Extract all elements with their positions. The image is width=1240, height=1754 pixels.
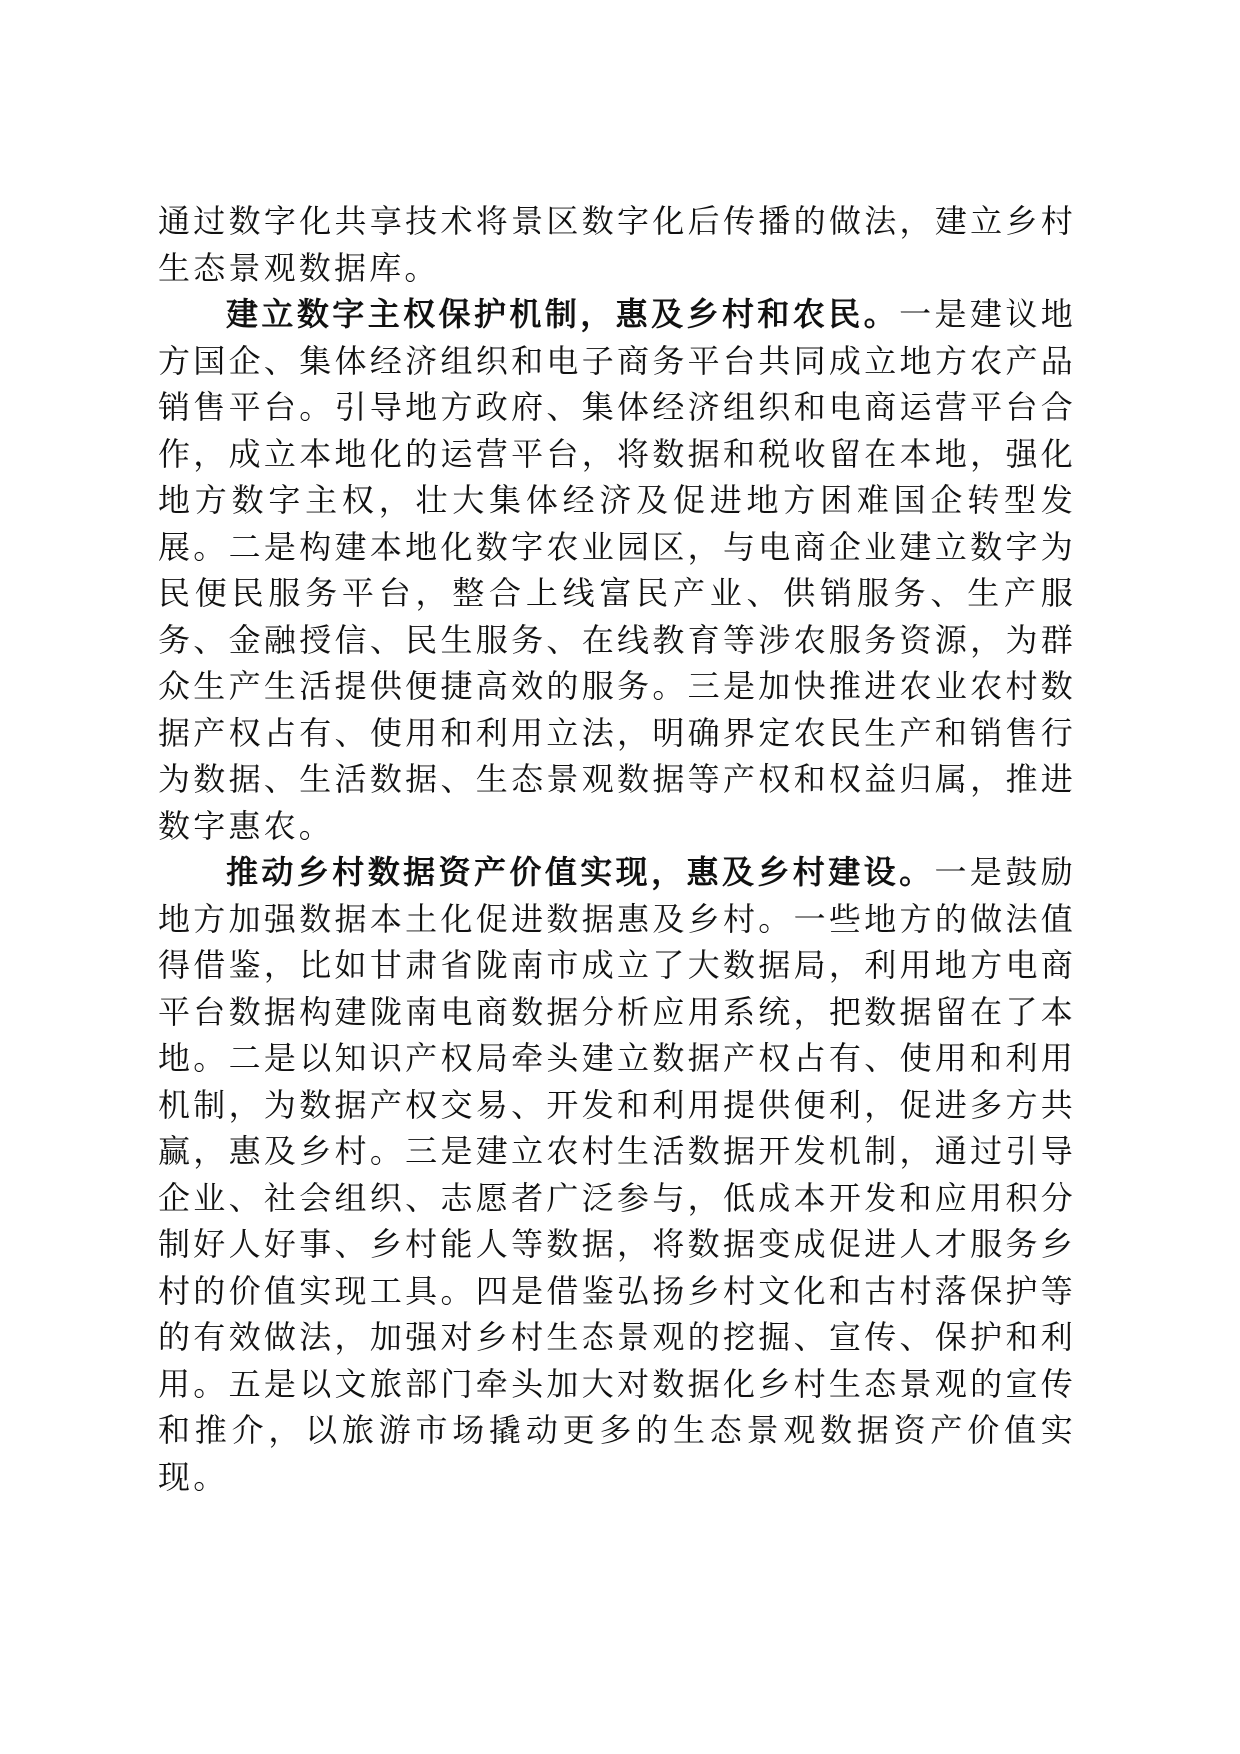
paragraph-2-text: 一是建议地方国企、集体经济组织和电子商务平台共同成立地方农产品销售平台。引导地方政府、集体经济组织和电商运营平台合作，成立本地化的运营平台，将数据和税收留在本地，强化地方数字主权，壮大集体经济及促进地方困难国企转型发展。二是构建本地化数字农业园区，与电商企业建立数字为民便民服务平台，整合上线富民产业、供销服务、生产服务、金融授信、民生服务、在线教育等涉农服务资源，为群众生产生活提供便捷高效的服务。三是加快推进农业农村数据产权占有、使用和利用立法，明确界定农民生产和销售行为数据、生活数据、生态景观数据等产权和权益归属，推进数字惠农。 bbox=[158, 295, 1076, 845]
document-body bbox=[158, 198, 1076, 1500]
paragraph-3-heading: 推动乡村数据资产价值实现，惠及乡村建设。 bbox=[226, 853, 935, 891]
paragraph-2-heading: 建立数字主权保护机制，惠及乡村和农民。 bbox=[226, 295, 900, 333]
paragraph-3-text: 一是鼓励地方加强数据本土化促进数据惠及乡村。一些地方的做法值得借鉴，比如甘肃省陇南市成立了大数据局，利用地方电商平台数据构建陇南电商数据分析应用系统，把数据留在了本地。二是以知识产权局牵头建立数据产权占有、使用和利用机制，为数据产权交易、开发和利用提供便利，促进多方共赢，惠及乡村。三是建立农村生活数据开发机制，通过引导企业、社会组织、志愿者广泛参与，低成本开发和应用积分制好人好事、乡村能人等数据，将数据变成促进人才服务乡村的价值实现工具。四是借鉴弘扬乡村文化和古村落保护等的有效做法，加强对乡村生态景观的挖掘、宣传、保护和利用。五是以文旅部门牵头加大对数据化乡村生态景观的宣传和推介，以旅游市场撬动更多的生态景观数据资产价值实现。 bbox=[158, 853, 1076, 1496]
paragraph-1 bbox=[158, 198, 1076, 291]
paragraph-3 bbox=[158, 849, 1076, 1500]
paragraph-1-text: 通过数字化共享技术将景区数字化后传播的做法，建立乡村生态景观数据库。 bbox=[158, 202, 1076, 287]
paragraph-2 bbox=[158, 291, 1076, 849]
